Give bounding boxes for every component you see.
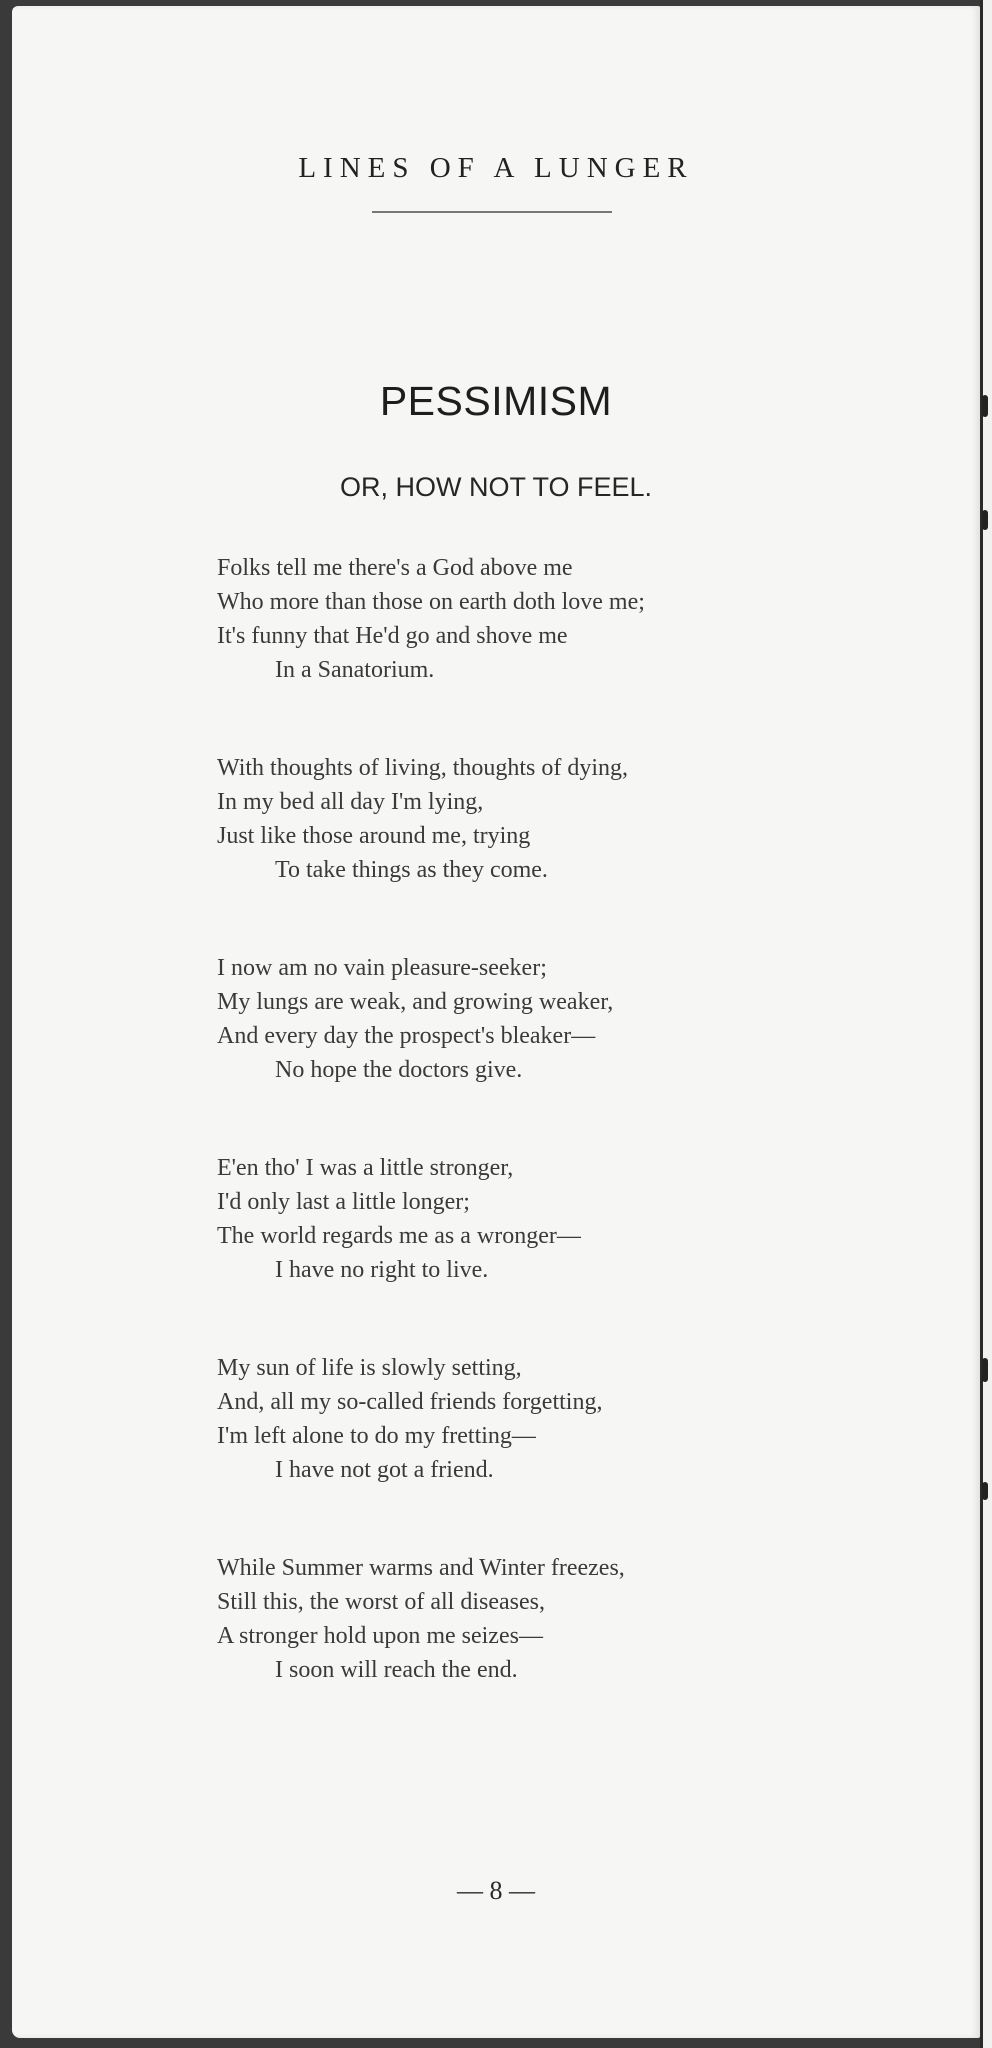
poem-line: I'm left alone to do my fretting— <box>217 1423 536 1449</box>
poem-line: I now am no vain pleasure-seeker; <box>217 955 547 981</box>
poem-line: My lungs are weak, and growing weaker, <box>217 989 614 1015</box>
poem-line-indented: No hope the doctors give. <box>275 1057 523 1083</box>
edge-mark <box>982 510 988 530</box>
page-number: — 8 — <box>457 1876 535 1905</box>
poem-line: And, all my so-called friends forgetting, <box>217 1389 603 1415</box>
poem-line: A stronger hold upon me seizes— <box>217 1623 543 1649</box>
poem-line: Folks tell me there's a God above me <box>217 555 573 581</box>
poem-line-indented: I have not got a friend. <box>275 1457 494 1483</box>
stanza-5 <box>217 1351 917 1487</box>
edge-mark <box>982 1358 988 1382</box>
poem-line: And every day the prospect's bleaker— <box>217 1023 596 1049</box>
next-page-edge <box>980 0 992 2048</box>
poem-line: My sun of life is slowly setting, <box>217 1355 522 1381</box>
poem-line: Who more than those on earth doth love me; <box>217 589 645 615</box>
poem-title: PESSIMISM <box>379 378 613 424</box>
poem-line: With thoughts of living, thoughts of dying, <box>217 755 629 781</box>
poem-line-indented: In a Sanatorium. <box>275 657 435 683</box>
poem-line: I'd only last a little longer; <box>217 1189 470 1215</box>
poem-line: The world regards me as a wronger— <box>217 1223 581 1249</box>
poem-line-indented: I soon will reach the end. <box>275 1657 518 1683</box>
book-page <box>12 6 980 2038</box>
poem-line-indented: To take things as they come. <box>275 857 548 883</box>
running-head: LINES OF A LUNGER <box>298 152 694 184</box>
edge-mark <box>982 395 988 417</box>
poem-line: In my bed all day I'm lying, <box>217 789 484 815</box>
stanza-4 <box>217 1151 917 1287</box>
edge-mark <box>982 1482 988 1500</box>
poem-line: Just like those around me, trying <box>217 823 531 849</box>
stanza-3 <box>217 951 917 1087</box>
poem-subtitle: OR, HOW NOT TO FEEL. <box>339 472 653 502</box>
poem-line: It's funny that He'd go and shove me <box>217 623 568 649</box>
stanza-6 <box>217 1551 917 1687</box>
stanza-1 <box>217 551 917 687</box>
header-rule <box>372 211 612 213</box>
stanza-2 <box>217 751 917 887</box>
poem-line-indented: I have no right to live. <box>275 1257 489 1283</box>
poem-line: E'en tho' I was a little stronger, <box>217 1155 514 1181</box>
poem-line: While Summer warms and Winter freezes, <box>217 1555 625 1581</box>
poem-line: Still this, the worst of all diseases, <box>217 1589 545 1615</box>
